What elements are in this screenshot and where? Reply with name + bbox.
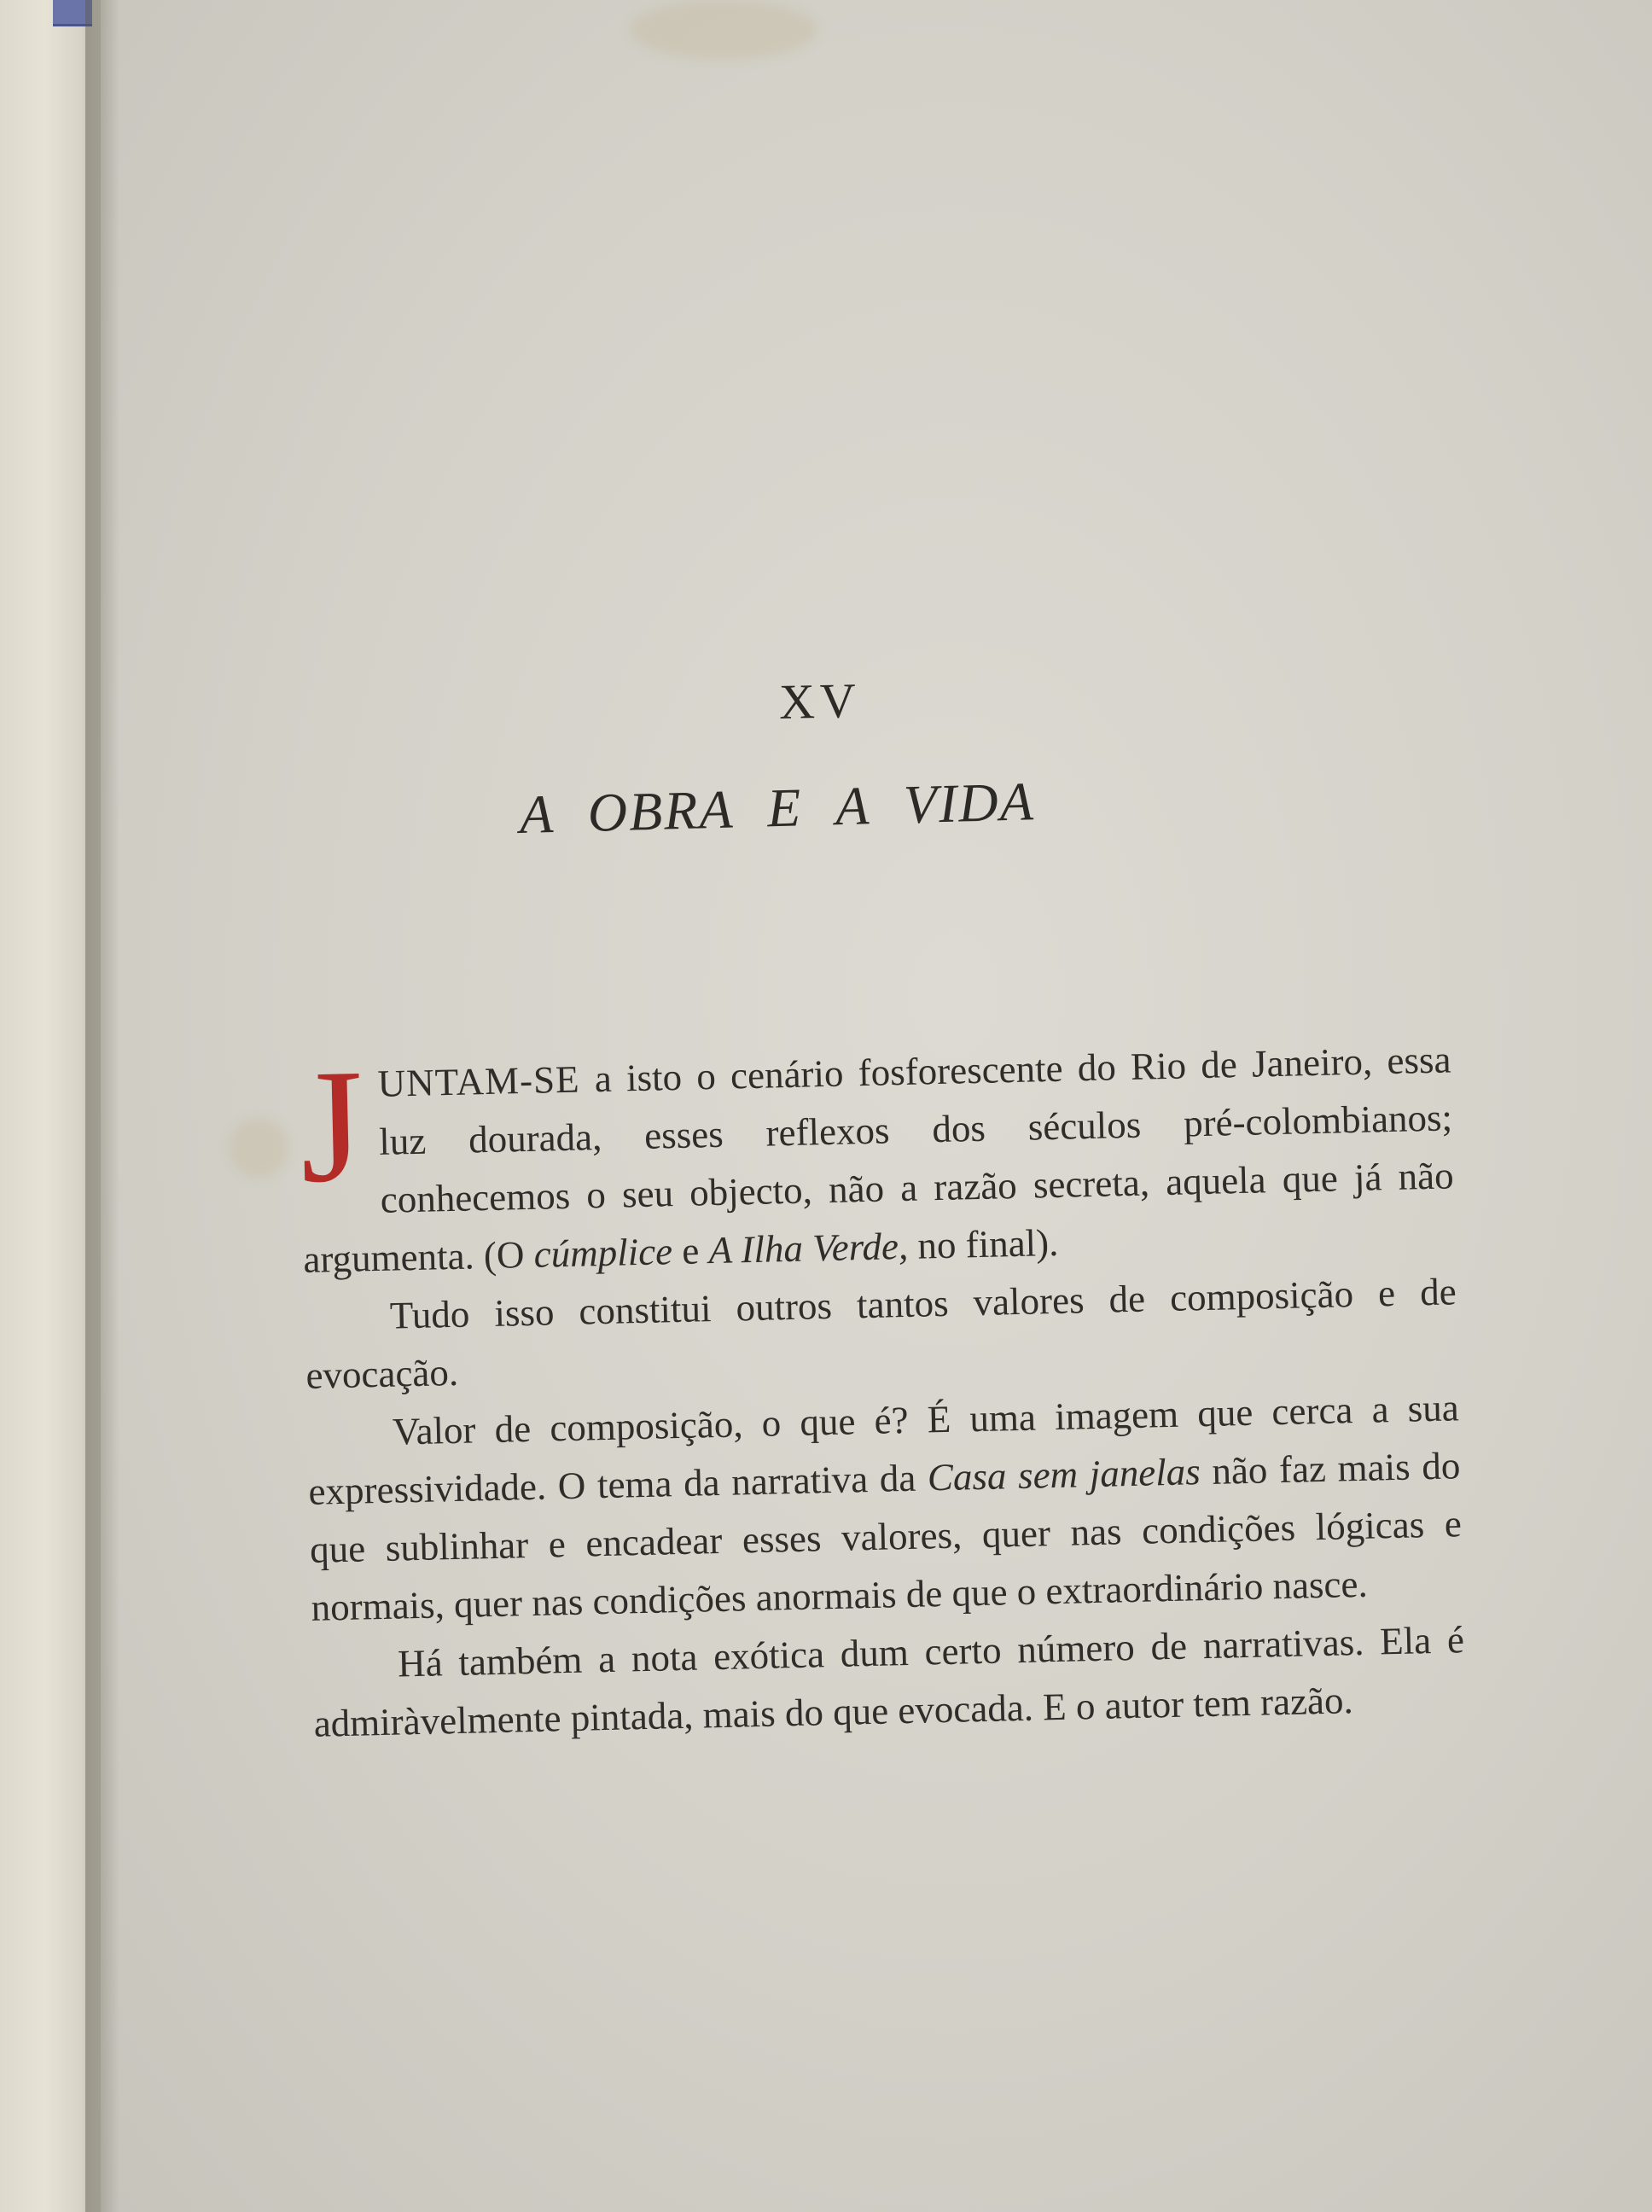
book-page	[101, 0, 1652, 2212]
paragraph-2: Tudo isso constitui outros tantos valores de composição e de evocação.	[305, 1270, 1457, 1397]
paragraph-4: Há também a nota exótica dum certo número de narrativas. Ela é admiràvelmente pintada, mais do que evocada. E o autor tem razão.	[313, 1618, 1465, 1745]
opening-caps: UNTAM-SE	[377, 1057, 581, 1105]
paragraph-text: Valor de composição, o que é? É uma imagem que cerca a sua expressividade. O tema da narrativa da	[308, 1386, 1460, 1513]
italic-title: A Ilha Verde,	[707, 1224, 909, 1272]
gutter-shadow	[85, 0, 119, 2212]
drop-cap-letter: J	[298, 1036, 366, 1217]
paragraph-text: não faz mais do que sublinhar e encadear esses valores, quer nas condições lógicas e normais, quer nas condições anormais de que o extraordinário nasce.	[309, 1444, 1463, 1629]
paragraph-3	[306, 1378, 1463, 1637]
italic-title: cúmplice	[533, 1230, 673, 1276]
italic-title: Casa sem janelas	[927, 1450, 1201, 1499]
body-text	[299, 1030, 1466, 1752]
paragraph-1	[299, 1030, 1456, 1289]
chapter-title: A OBRA E A VIDA	[519, 771, 1036, 845]
paper-stain	[229, 1118, 288, 1178]
paragraph-text: a isto o cenário fosforescente do Rio de Janeiro, essa luz dourada, esses reflexos dos séculos pré-colombianos; conhecemos o seu objecto, não a razão secreta, aquela que já não argumenta. (O	[302, 1038, 1455, 1281]
paper-stain	[630, 0, 817, 60]
paragraph-text: no final).	[907, 1220, 1059, 1267]
chapter-number: XV	[778, 672, 862, 730]
paragraph-text: e	[672, 1229, 710, 1273]
